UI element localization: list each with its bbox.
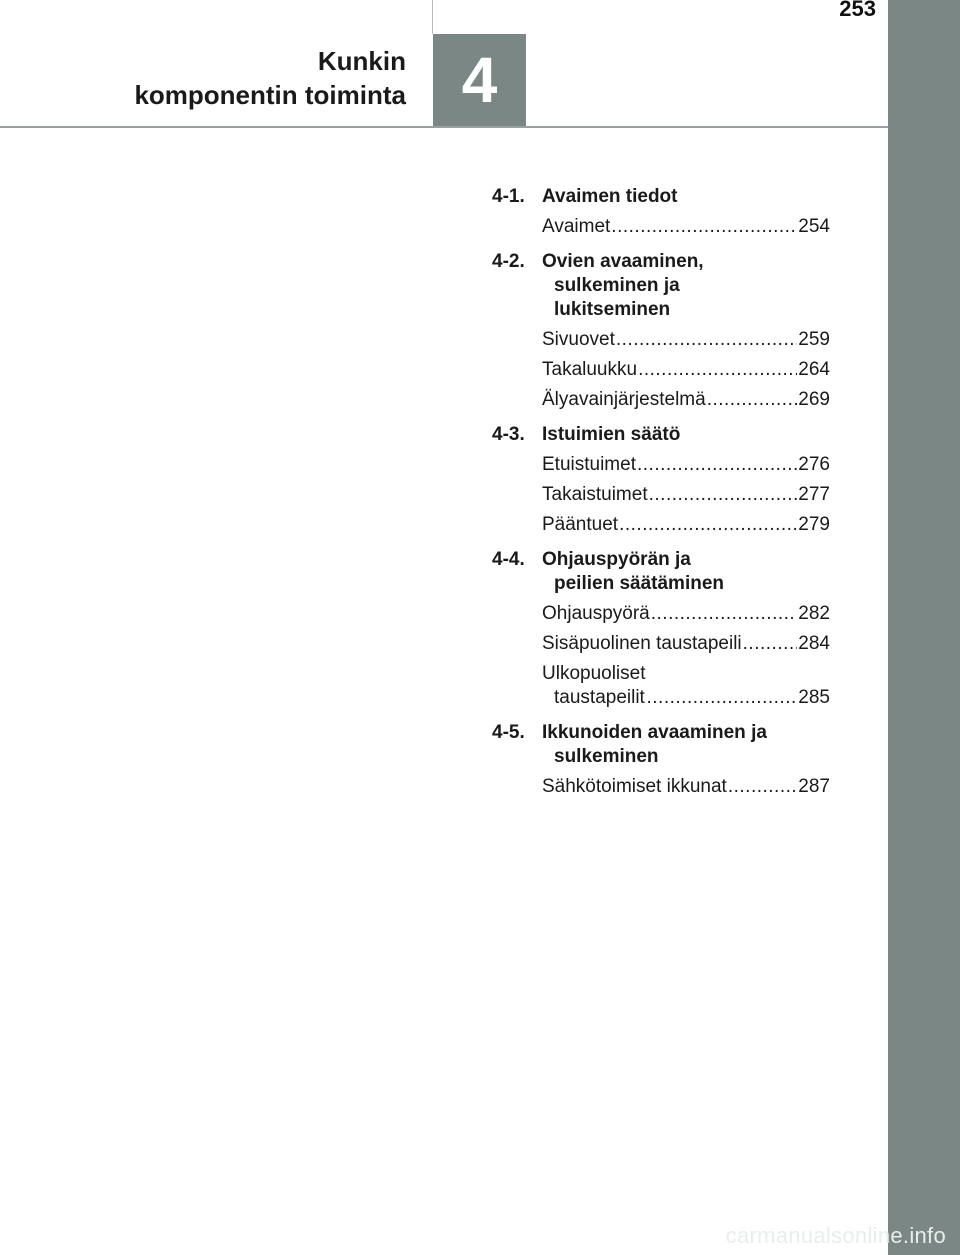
section-title-line: Ikkunoiden avaaminen ja xyxy=(542,722,767,743)
entry-label xyxy=(542,775,727,799)
section-title-line: sulkeminen ja xyxy=(554,275,680,296)
toc-entry[interactable] xyxy=(542,453,830,477)
section-title xyxy=(542,185,678,209)
section-title-line: Ovien avaaminen, xyxy=(542,251,704,272)
leader-dots xyxy=(649,483,798,507)
toc-section xyxy=(492,721,830,769)
leader-dots xyxy=(637,453,797,477)
section-number: 4-5. xyxy=(492,722,525,743)
entry-label xyxy=(542,388,706,412)
section-title-line: peilien säätäminen xyxy=(554,573,725,594)
entry-label-line: Sivuovet xyxy=(542,329,615,350)
entry-label-line: Pääntuet xyxy=(542,514,619,535)
section-title-line: lukitseminen xyxy=(554,299,671,320)
entry-label xyxy=(542,602,650,626)
entry-page: 279 xyxy=(798,514,830,535)
leader-dots xyxy=(616,328,797,352)
entry-label-line: Etuistuimet xyxy=(542,454,636,475)
leader-dots xyxy=(611,215,797,239)
section-title-line: sulkeminen xyxy=(554,746,659,767)
section-number: 4-3. xyxy=(492,424,525,445)
entry-page: 282 xyxy=(798,603,830,624)
entry-label-line: Takaluukku xyxy=(542,359,638,380)
entry-label xyxy=(542,662,646,710)
entry-label-line: Älyavainjärjestelmä xyxy=(542,389,706,410)
toc-entry[interactable] xyxy=(542,328,830,352)
section-title-line: Ohjauspyörän ja xyxy=(542,549,691,570)
leader-dots xyxy=(651,602,798,626)
entry-label xyxy=(542,358,637,382)
entry-label-line: Avaimet xyxy=(542,216,611,237)
entry-page: 276 xyxy=(798,454,830,475)
entry-label-line: Ohjauspyörä xyxy=(542,603,650,624)
section-title xyxy=(542,423,680,447)
entry-label-line: Ulkopuoliset xyxy=(542,663,646,684)
entry-label xyxy=(542,453,636,477)
entry-label-line: Takaistuimet xyxy=(542,484,648,505)
leader-dots xyxy=(647,686,798,710)
section-title-line: Avaimen tiedot xyxy=(542,186,678,207)
section-title xyxy=(542,250,704,322)
page-number: 253 xyxy=(839,0,876,21)
entry-page: 269 xyxy=(798,389,830,410)
leader-dots xyxy=(743,632,798,656)
toc-entry[interactable] xyxy=(542,513,830,537)
leader-dots xyxy=(728,775,797,799)
chapter-title-line: komponentin toiminta xyxy=(134,80,406,110)
entry-label xyxy=(542,215,610,239)
entry-page: 277 xyxy=(798,484,830,505)
section-number: 4-4. xyxy=(492,549,525,570)
leader-dots xyxy=(638,358,797,382)
chapter-title-line: Kunkin xyxy=(317,46,406,76)
entry-page: 285 xyxy=(798,687,830,708)
entry-page: 259 xyxy=(798,329,830,350)
header-rule xyxy=(0,126,888,128)
toc-section xyxy=(492,548,830,596)
table-of-contents xyxy=(492,185,830,799)
entry-label xyxy=(542,513,618,537)
section-title xyxy=(542,548,724,596)
entry-label xyxy=(542,328,615,352)
toc-entry[interactable] xyxy=(542,358,830,382)
section-title-line: Istuimien säätö xyxy=(542,424,681,445)
header-divider-vertical xyxy=(432,0,433,34)
watermark-text: carmanualsonline.info xyxy=(725,1223,946,1248)
entry-page: 264 xyxy=(798,359,830,380)
toc-section xyxy=(492,250,830,322)
section-title xyxy=(542,721,767,769)
toc-entry[interactable] xyxy=(542,388,830,412)
leader-dots xyxy=(707,388,798,412)
toc-section xyxy=(492,185,830,209)
entry-label-line: taustapeilit xyxy=(554,687,645,708)
entry-label xyxy=(542,483,648,507)
side-tab-bar xyxy=(888,0,960,1255)
entry-page: 254 xyxy=(798,216,830,237)
chapter-number-box: 4 xyxy=(433,34,526,127)
toc-section xyxy=(492,423,830,447)
entry-label-line: Sisäpuolinen taustapeili xyxy=(542,633,742,654)
leader-dots xyxy=(619,513,797,537)
toc-entry[interactable] xyxy=(542,632,830,656)
entry-label-line: Sähkötoimiset ikkunat xyxy=(542,776,727,797)
entry-label xyxy=(542,632,742,656)
toc-entry[interactable] xyxy=(542,602,830,626)
toc-entry[interactable] xyxy=(542,662,830,710)
toc-entry[interactable] xyxy=(542,215,830,239)
entry-page: 284 xyxy=(798,633,830,654)
toc-entry[interactable] xyxy=(542,483,830,507)
section-number: 4-1. xyxy=(492,186,525,207)
entry-page: 287 xyxy=(798,776,830,797)
section-number: 4-2. xyxy=(492,251,525,272)
chapter-title xyxy=(134,44,406,112)
toc-entry[interactable] xyxy=(542,775,830,799)
